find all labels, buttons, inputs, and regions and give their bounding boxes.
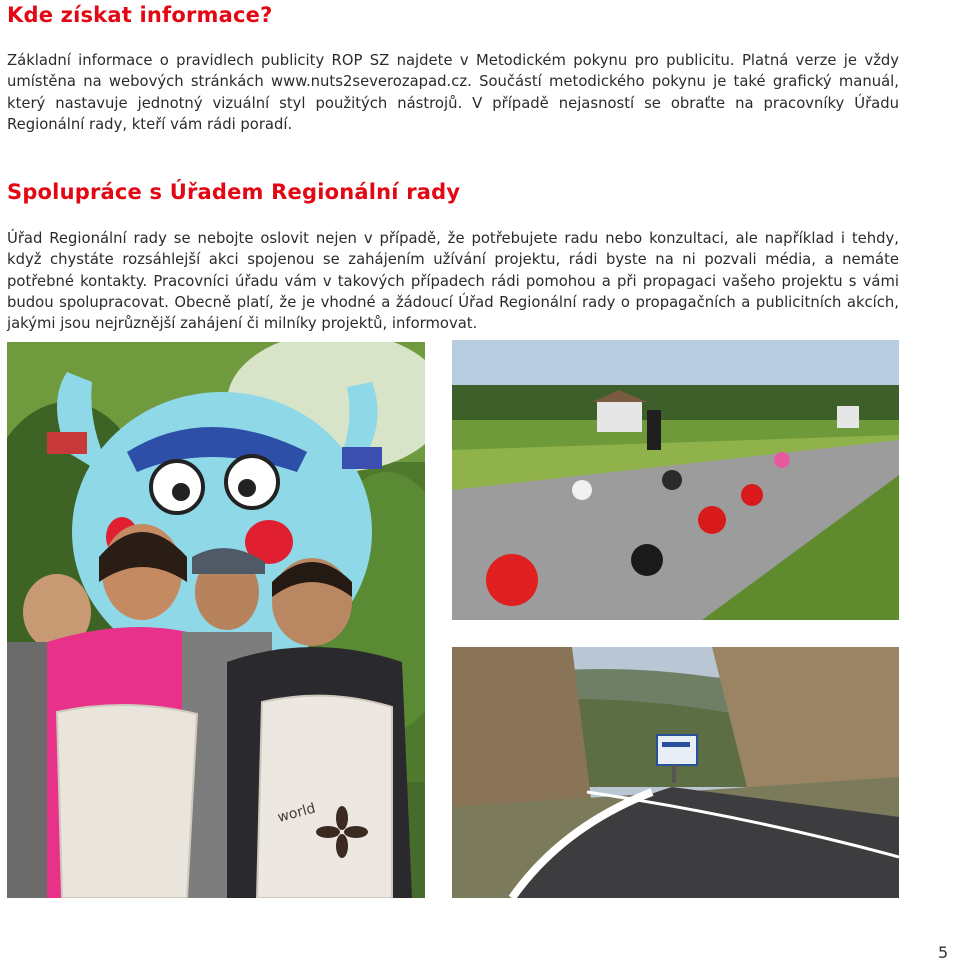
info-paragraph: Základní informace o pravidlech publicity ROP SZ najdete v Metodickém pokynu pro publicitu. Platná verze je vždy umístěna na webových stránkách www.nuts2severozapad.cz. Součástí metodického pokynu je také grafický manuál, který nastavuje jednotný vizuální styl použitých nástrojů. V případě nejasností se obraťte na pracovníky Úřadu Regionální rady, kteří vám rádi poradí. [7,52,899,133]
photo-mascot-children [7,342,425,898]
photo-children-chalk-drawing [452,340,899,620]
cooperation-paragraph: Úřad Regionální rady se nebojte oslovit nejen v případě, že potřebujete radu nebo konzultaci, ale například i tehdy, když chystáte rozsáhlejší akci spojenou se zahájením užívání projektu, rádi byste na ni pozvali média, a nemáte potřebné kontakty. Pracovníci úřadu vám v takových případech rádi pomohou a při propagaci vašeho projektu s vámi budou spolupracovat. Obecně platí, že je vhodné a žádoucí Úřad Regionální rady o propagačních a publicitních akcích, jakými jsou nejrůznější zahájení či milníky projektů, informovat. [7,230,899,333]
photo-road-information-board [452,647,899,898]
section-heading-cooperation: Spolupráce s Úřadem Regionální rady [7,180,461,204]
bag-logo-text: world [275,800,318,826]
section-heading-info: Kde získat informace? [7,3,273,27]
page-number: 5 [938,943,949,962]
